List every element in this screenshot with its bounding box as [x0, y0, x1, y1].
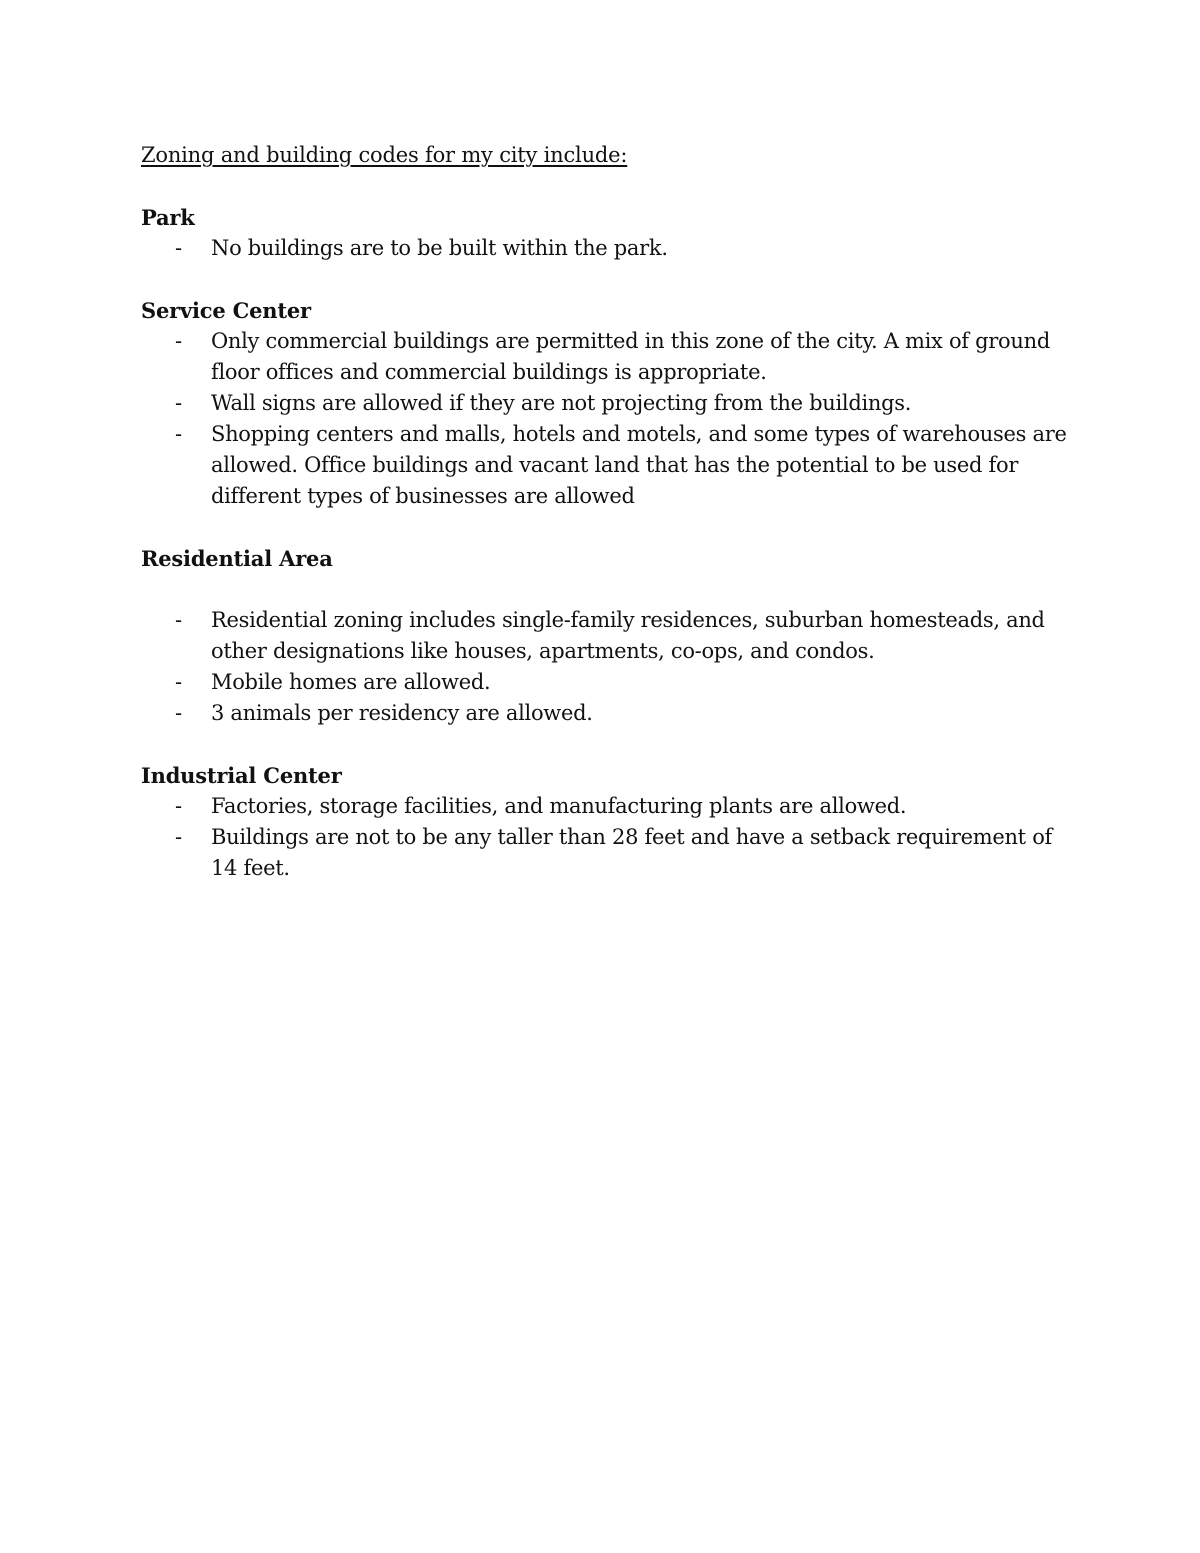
list-item-text: Shopping centers and malls, hotels and motels, and some types of warehouses are allowed. Office buildings and vacant land that has the potential to be used for different types of businesses are allowed: [211, 422, 1067, 508]
list-item: [141, 791, 1071, 822]
bullet-dash: -: [175, 701, 182, 725]
list-item-text: Factories, storage facilities, and manufacturing plants are allowed.: [211, 794, 907, 818]
document-page: [141, 140, 1071, 915]
section-service-center: [141, 295, 1071, 512]
section-park: [141, 202, 1071, 264]
list-item-text: Wall signs are allowed if they are not projecting from the buildings.: [211, 391, 912, 415]
bullet-dash: -: [175, 825, 182, 849]
list-item-text: Mobile homes are allowed.: [211, 670, 491, 694]
bullet-list: [141, 791, 1071, 884]
list-item-text: 3 animals per residency are allowed.: [211, 701, 593, 725]
list-item: [141, 326, 1071, 388]
list-item-text: Buildings are not to be any taller than 28 feet and have a setback requirement of 14 feet.: [211, 825, 1053, 880]
list-item: [141, 667, 1071, 698]
list-item: [141, 605, 1071, 667]
bullet-dash: -: [175, 236, 182, 260]
list-item: [141, 388, 1071, 419]
list-item: [141, 822, 1071, 884]
bullet-dash: -: [175, 329, 182, 353]
list-item: [141, 698, 1071, 729]
section-heading: Industrial Center: [141, 763, 342, 788]
list-item: [141, 233, 1071, 264]
bullet-dash: -: [175, 670, 182, 694]
bullet-dash: -: [175, 422, 182, 446]
section-industrial-center: [141, 760, 1071, 884]
document-title: Zoning and building codes for my city include:: [141, 143, 628, 167]
list-item-text: Residential zoning includes single-family residences, suburban homesteads, and other designations like houses, apartments, co-ops, and condos.: [211, 608, 1045, 663]
bullet-dash: -: [175, 391, 182, 415]
section-heading: Residential Area: [141, 546, 333, 571]
blank-line: [141, 574, 1071, 605]
bullet-dash: -: [175, 794, 182, 818]
list-item: [141, 419, 1071, 512]
section-heading: Service Center: [141, 298, 311, 323]
bullet-dash: -: [175, 608, 182, 632]
section-heading: Park: [141, 205, 195, 230]
bullet-list: [141, 326, 1071, 512]
bullet-list: [141, 605, 1071, 729]
list-item-text: Only commercial buildings are permitted in this zone of the city. A mix of ground floor offices and commercial buildings is appropriate.: [211, 329, 1050, 384]
bullet-list: [141, 233, 1071, 264]
list-item-text: No buildings are to be built within the park.: [211, 236, 668, 260]
section-residential-area: [141, 543, 1071, 729]
